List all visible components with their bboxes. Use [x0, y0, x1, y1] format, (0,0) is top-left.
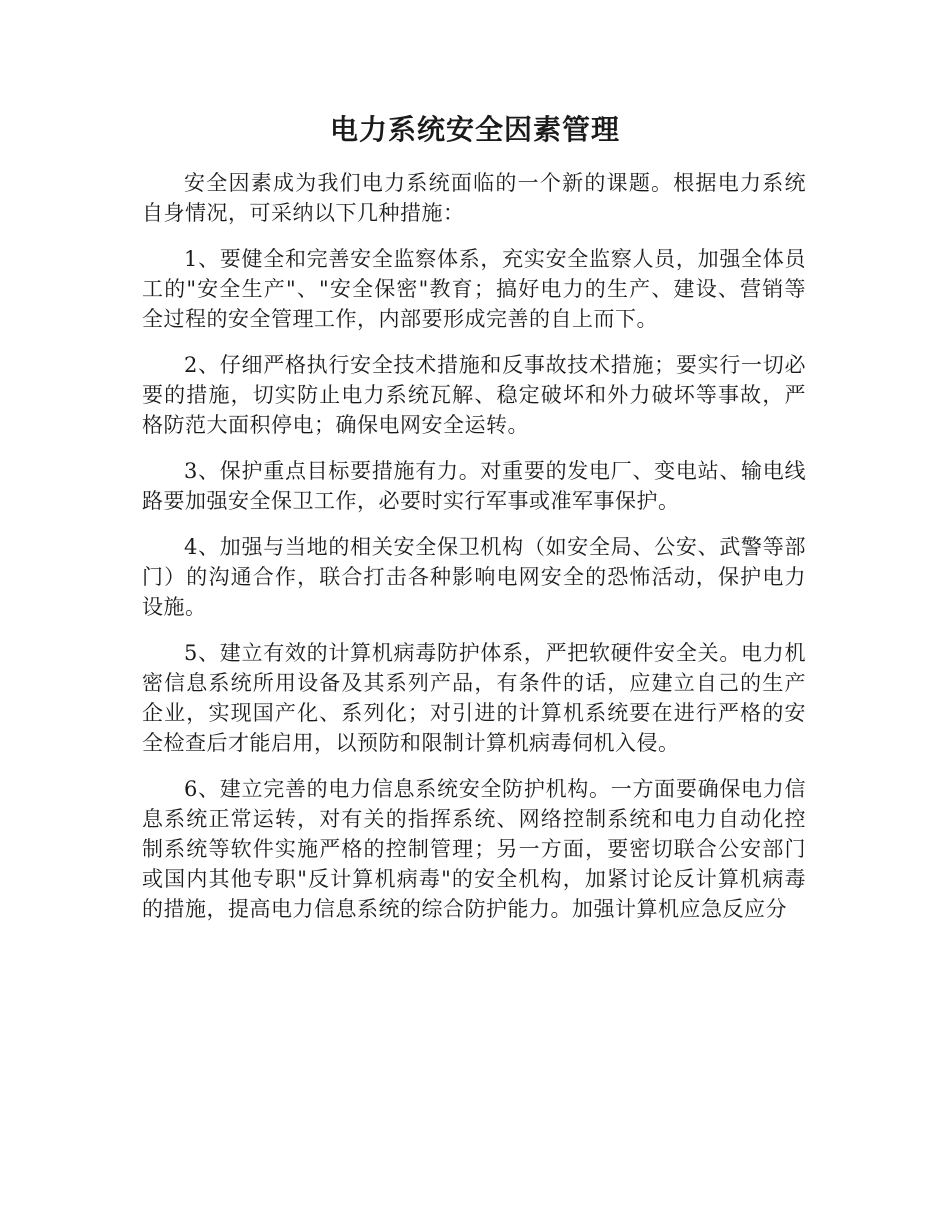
document-body [142, 168, 806, 940]
measure-paragraph-4: 4、加强与当地的相关安全保卫机构（如安全局、公安、武警等部门）的沟通合作，联合打击各种影响电网安全的恐怖活动，保护电力设施。 [142, 535, 806, 619]
intro-paragraph: 安全因素成为我们电力系统面临的一个新的课题。根据电力系统自身情况，可采纳以下几种措施： [142, 171, 806, 225]
measure-paragraph-3: 3、保护重点目标要措施有力。对重要的发电厂、变电站、输电线路要加强安全保卫工作，必要时实行军事或准军事保护。 [142, 459, 806, 513]
measure-paragraph-5: 5、建立有效的计算机病毒防护体系，严把软硬件安全关。电力机密信息系统所用设备及其系列产品，有条件的话，应建立自己的生产企业，实现国产化、系列化；对引进的计算机系统要在进行严格的安全检查后才能启用，以预防和限制计算机病毒伺机入侵。 [142, 641, 806, 755]
measure-paragraph-1: 1、要健全和完善安全监察体系，充实安全监察人员，加强全体员工的"安全生产"、"安全保密"教育；搞好电力的生产、建设、营销等全过程的安全管理工作，内部要形成完善的自上而下。 [142, 247, 806, 331]
page-title: 电力系统安全因素管理 [329, 113, 620, 146]
measure-paragraph-6: 6、建立完善的电力信息系统安全防护机构。一方面要确保电力信息系统正常运转，对有关的指挥系统、网络控制系统和电力自动化控制系统等软件实施严格的控制管理；另一方面，要密切联合公安部门或国内其他专职"反计算机病毒"的安全机构，加紧讨论反计算机病毒的措施，提高电力信息系统的综合防护能力。加强计算机应急反应分 [142, 777, 806, 921]
measure-paragraph-2: 2、仔细严格执行安全技术措施和反事故技术措施；要实行一切必要的措施，切实防止电力系统瓦解、稳定破坏和外力破坏等事故，严格防范大面积停电；确保电网安全运转。 [142, 353, 806, 437]
